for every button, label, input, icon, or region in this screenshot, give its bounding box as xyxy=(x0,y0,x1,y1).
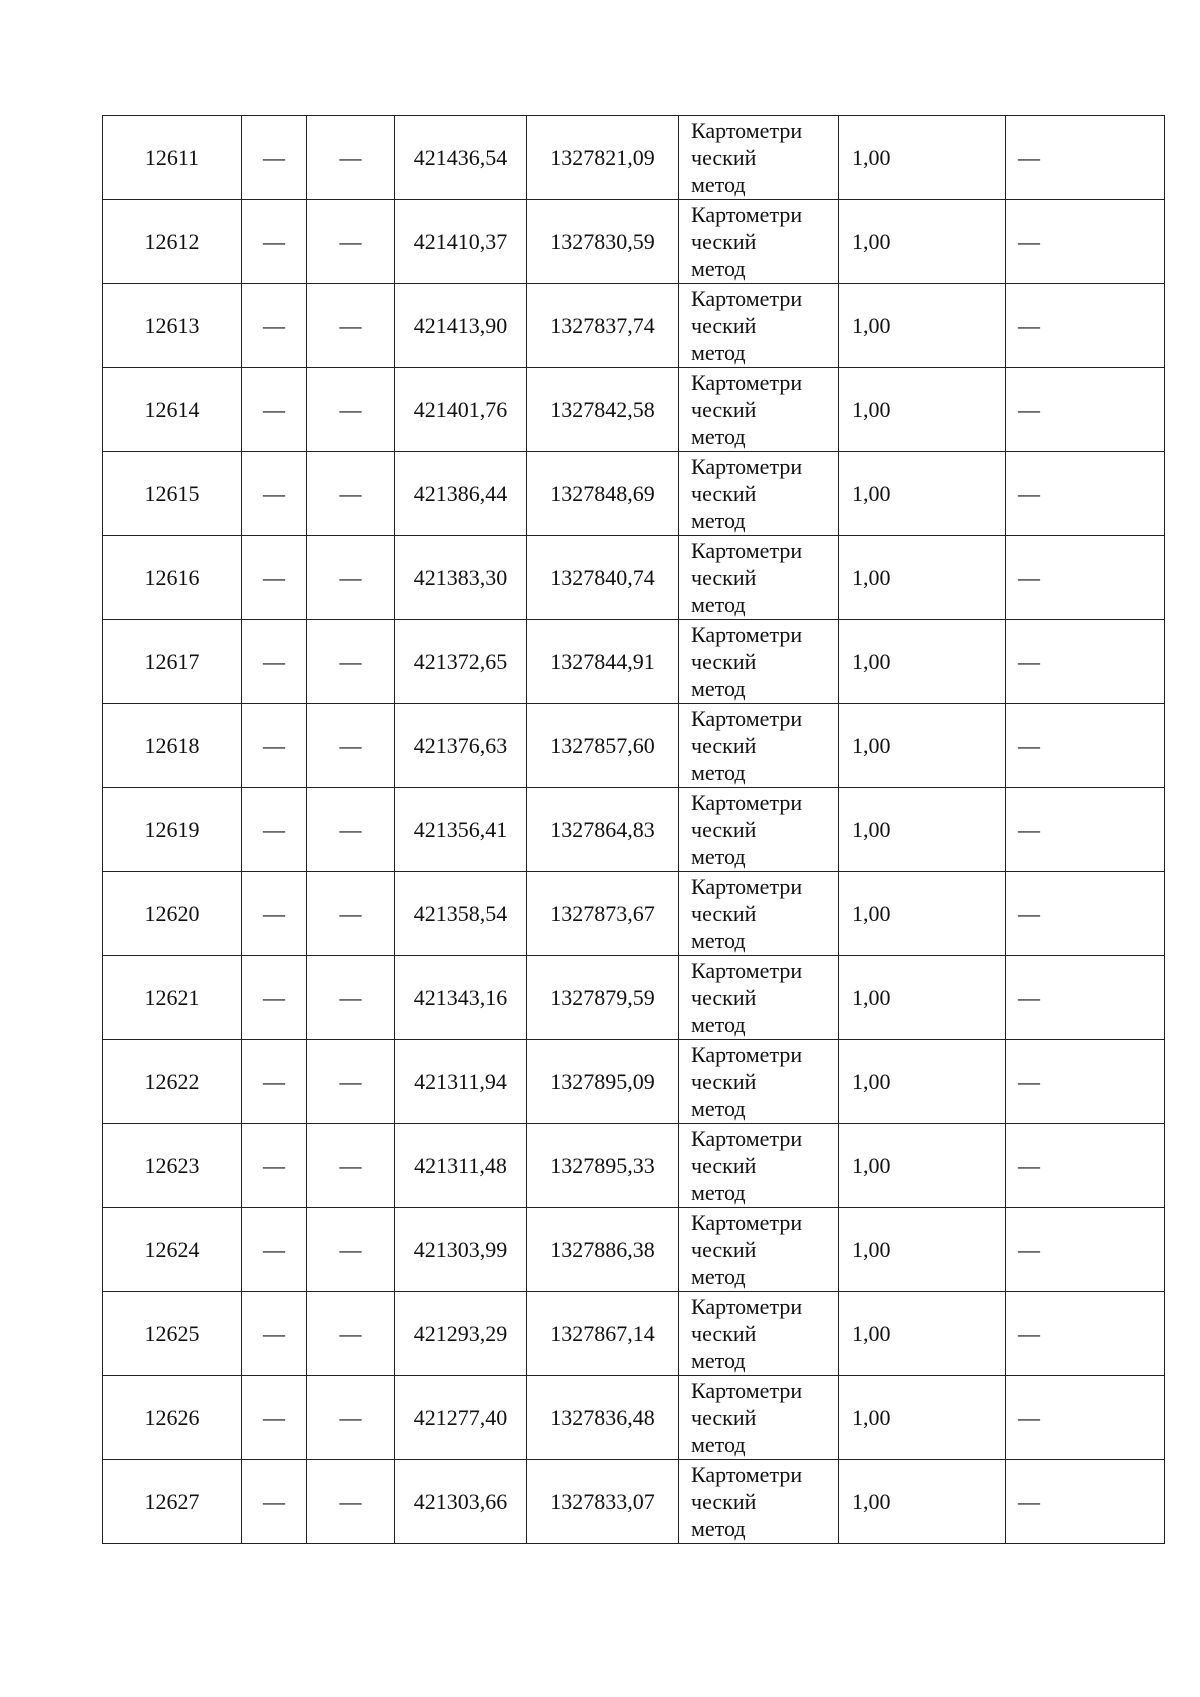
method-cell xyxy=(679,1292,839,1376)
table-row xyxy=(103,284,1165,368)
empty-dash-cell: — xyxy=(307,284,395,368)
method-text-line: ческий xyxy=(691,733,757,758)
accuracy-cell: 1,00 xyxy=(839,368,1006,452)
table-row xyxy=(103,1124,1165,1208)
empty-dash-cell: — xyxy=(307,956,395,1040)
description-dash-cell: — xyxy=(1006,1124,1165,1208)
method-text-line: ческий xyxy=(691,481,757,506)
description-dash-cell: — xyxy=(1006,620,1165,704)
method-text-line: метод xyxy=(691,256,746,281)
method-cell xyxy=(679,1460,839,1544)
method-text-line: метод xyxy=(691,1264,746,1289)
method-text-line: ческий xyxy=(691,397,757,422)
method-text-line: Картометри xyxy=(691,874,803,899)
x-coordinate-cell: 421303,66 xyxy=(395,1460,527,1544)
accuracy-cell: 1,00 xyxy=(839,284,1006,368)
method-text-line: метод xyxy=(691,508,746,533)
x-coordinate-cell: 421383,30 xyxy=(395,536,527,620)
table-row xyxy=(103,200,1165,284)
method-cell xyxy=(679,1040,839,1124)
method-text-line: ческий xyxy=(691,649,757,674)
empty-dash-cell: — xyxy=(242,452,307,536)
coordinates-table xyxy=(102,115,1165,1544)
method-text-line: Картометри xyxy=(691,1042,803,1067)
method-text-line: метод xyxy=(691,844,746,869)
x-coordinate-cell: 421293,29 xyxy=(395,1292,527,1376)
method-text-line: Картометри xyxy=(691,622,803,647)
method-text-line: метод xyxy=(691,1348,746,1373)
description-dash-cell: — xyxy=(1006,1376,1165,1460)
x-coordinate-cell: 421343,16 xyxy=(395,956,527,1040)
method-cell xyxy=(679,1124,839,1208)
x-coordinate-cell: 421401,76 xyxy=(395,368,527,452)
accuracy-cell: 1,00 xyxy=(839,200,1006,284)
accuracy-cell: 1,00 xyxy=(839,1292,1006,1376)
method-cell xyxy=(679,1208,839,1292)
method-cell xyxy=(679,956,839,1040)
accuracy-cell: 1,00 xyxy=(839,1460,1006,1544)
accuracy-cell: 1,00 xyxy=(839,1040,1006,1124)
description-dash-cell: — xyxy=(1006,368,1165,452)
method-text-line: Картометри xyxy=(691,202,803,227)
x-coordinate-cell: 421356,41 xyxy=(395,788,527,872)
method-text-line: метод xyxy=(691,424,746,449)
accuracy-cell: 1,00 xyxy=(839,452,1006,536)
accuracy-cell: 1,00 xyxy=(839,704,1006,788)
y-coordinate-cell: 1327844,91 xyxy=(527,620,679,704)
point-number-cell: 12622 xyxy=(103,1040,242,1124)
y-coordinate-cell: 1327886,38 xyxy=(527,1208,679,1292)
method-text-line: Картометри xyxy=(691,118,803,143)
description-dash-cell: — xyxy=(1006,452,1165,536)
point-number-cell: 12614 xyxy=(103,368,242,452)
method-text-line: ческий xyxy=(691,985,757,1010)
y-coordinate-cell: 1327867,14 xyxy=(527,1292,679,1376)
method-cell xyxy=(679,368,839,452)
method-cell xyxy=(679,1376,839,1460)
empty-dash-cell: — xyxy=(242,284,307,368)
table-row xyxy=(103,872,1165,956)
x-coordinate-cell: 421413,90 xyxy=(395,284,527,368)
description-dash-cell: — xyxy=(1006,116,1165,200)
empty-dash-cell: — xyxy=(307,452,395,536)
table-row xyxy=(103,620,1165,704)
method-text-line: ческий xyxy=(691,817,757,842)
empty-dash-cell: — xyxy=(307,200,395,284)
empty-dash-cell: — xyxy=(242,1208,307,1292)
empty-dash-cell: — xyxy=(307,620,395,704)
method-text-line: ческий xyxy=(691,229,757,254)
empty-dash-cell: — xyxy=(307,536,395,620)
method-text-line: метод xyxy=(691,592,746,617)
method-text-line: метод xyxy=(691,928,746,953)
point-number-cell: 12625 xyxy=(103,1292,242,1376)
empty-dash-cell: — xyxy=(242,704,307,788)
point-number-cell: 12613 xyxy=(103,284,242,368)
method-cell xyxy=(679,200,839,284)
method-text-line: метод xyxy=(691,172,746,197)
empty-dash-cell: — xyxy=(242,368,307,452)
accuracy-cell: 1,00 xyxy=(839,116,1006,200)
accuracy-cell: 1,00 xyxy=(839,620,1006,704)
method-text-line: метод xyxy=(691,760,746,785)
description-dash-cell: — xyxy=(1006,872,1165,956)
x-coordinate-cell: 421277,40 xyxy=(395,1376,527,1460)
empty-dash-cell: — xyxy=(242,620,307,704)
method-text-line: ческий xyxy=(691,1237,757,1262)
point-number-cell: 12617 xyxy=(103,620,242,704)
point-number-cell: 12624 xyxy=(103,1208,242,1292)
table-row xyxy=(103,536,1165,620)
method-text-line: метод xyxy=(691,1432,746,1457)
table-row xyxy=(103,1292,1165,1376)
accuracy-cell: 1,00 xyxy=(839,1208,1006,1292)
method-cell xyxy=(679,284,839,368)
method-text-line: ческий xyxy=(691,565,757,590)
description-dash-cell: — xyxy=(1006,284,1165,368)
accuracy-cell: 1,00 xyxy=(839,872,1006,956)
empty-dash-cell: — xyxy=(242,536,307,620)
method-cell xyxy=(679,116,839,200)
method-text-line: Картометри xyxy=(691,538,803,563)
x-coordinate-cell: 421311,48 xyxy=(395,1124,527,1208)
empty-dash-cell: — xyxy=(242,116,307,200)
method-text-line: ческий xyxy=(691,313,757,338)
table-row xyxy=(103,368,1165,452)
accuracy-cell: 1,00 xyxy=(839,788,1006,872)
y-coordinate-cell: 1327864,83 xyxy=(527,788,679,872)
method-text-line: ческий xyxy=(691,1321,757,1346)
accuracy-cell: 1,00 xyxy=(839,1376,1006,1460)
x-coordinate-cell: 421410,37 xyxy=(395,200,527,284)
empty-dash-cell: — xyxy=(242,1460,307,1544)
y-coordinate-cell: 1327836,48 xyxy=(527,1376,679,1460)
description-dash-cell: — xyxy=(1006,704,1165,788)
description-dash-cell: — xyxy=(1006,956,1165,1040)
y-coordinate-cell: 1327879,59 xyxy=(527,956,679,1040)
point-number-cell: 12616 xyxy=(103,536,242,620)
table-row xyxy=(103,1376,1165,1460)
empty-dash-cell: — xyxy=(307,1208,395,1292)
method-text-line: ческий xyxy=(691,1405,757,1430)
method-cell xyxy=(679,452,839,536)
description-dash-cell: — xyxy=(1006,536,1165,620)
method-text-line: Картометри xyxy=(691,1294,803,1319)
method-text-line: Картометри xyxy=(691,370,803,395)
empty-dash-cell: — xyxy=(307,1292,395,1376)
point-number-cell: 12626 xyxy=(103,1376,242,1460)
table-row xyxy=(103,452,1165,536)
description-dash-cell: — xyxy=(1006,788,1165,872)
table-row xyxy=(103,704,1165,788)
empty-dash-cell: — xyxy=(307,1040,395,1124)
method-text-line: Картометри xyxy=(691,1378,803,1403)
empty-dash-cell: — xyxy=(242,1376,307,1460)
point-number-cell: 12621 xyxy=(103,956,242,1040)
description-dash-cell: — xyxy=(1006,200,1165,284)
x-coordinate-cell: 421386,44 xyxy=(395,452,527,536)
empty-dash-cell: — xyxy=(307,368,395,452)
empty-dash-cell: — xyxy=(307,704,395,788)
y-coordinate-cell: 1327821,09 xyxy=(527,116,679,200)
method-cell xyxy=(679,788,839,872)
empty-dash-cell: — xyxy=(307,1376,395,1460)
method-text-line: ческий xyxy=(691,1153,757,1178)
x-coordinate-cell: 421372,65 xyxy=(395,620,527,704)
method-text-line: ческий xyxy=(691,1069,757,1094)
table-row xyxy=(103,1040,1165,1124)
y-coordinate-cell: 1327840,74 xyxy=(527,536,679,620)
point-number-cell: 12619 xyxy=(103,788,242,872)
method-text-line: Картометри xyxy=(691,454,803,479)
x-coordinate-cell: 421358,54 xyxy=(395,872,527,956)
method-cell xyxy=(679,704,839,788)
description-dash-cell: — xyxy=(1006,1208,1165,1292)
empty-dash-cell: — xyxy=(242,788,307,872)
table-row xyxy=(103,956,1165,1040)
x-coordinate-cell: 421303,99 xyxy=(395,1208,527,1292)
method-text-line: метод xyxy=(691,1516,746,1541)
method-text-line: метод xyxy=(691,1012,746,1037)
empty-dash-cell: — xyxy=(242,200,307,284)
description-dash-cell: — xyxy=(1006,1040,1165,1124)
x-coordinate-cell: 421376,63 xyxy=(395,704,527,788)
empty-dash-cell: — xyxy=(307,116,395,200)
point-number-cell: 12627 xyxy=(103,1460,242,1544)
description-dash-cell: — xyxy=(1006,1460,1165,1544)
point-number-cell: 12623 xyxy=(103,1124,242,1208)
empty-dash-cell: — xyxy=(307,1124,395,1208)
method-text-line: метод xyxy=(691,676,746,701)
description-dash-cell: — xyxy=(1006,1292,1165,1376)
method-text-line: ческий xyxy=(691,145,757,170)
empty-dash-cell: — xyxy=(307,872,395,956)
x-coordinate-cell: 421311,94 xyxy=(395,1040,527,1124)
y-coordinate-cell: 1327873,67 xyxy=(527,872,679,956)
method-text-line: Картометри xyxy=(691,286,803,311)
empty-dash-cell: — xyxy=(307,1460,395,1544)
table-body xyxy=(103,116,1165,1544)
y-coordinate-cell: 1327895,33 xyxy=(527,1124,679,1208)
accuracy-cell: 1,00 xyxy=(839,956,1006,1040)
method-text-line: Картометри xyxy=(691,1210,803,1235)
table-row xyxy=(103,1460,1165,1544)
y-coordinate-cell: 1327895,09 xyxy=(527,1040,679,1124)
empty-dash-cell: — xyxy=(242,1292,307,1376)
table-row xyxy=(103,116,1165,200)
y-coordinate-cell: 1327837,74 xyxy=(527,284,679,368)
empty-dash-cell: — xyxy=(242,1124,307,1208)
method-cell xyxy=(679,872,839,956)
x-coordinate-cell: 421436,54 xyxy=(395,116,527,200)
method-cell xyxy=(679,536,839,620)
y-coordinate-cell: 1327833,07 xyxy=(527,1460,679,1544)
method-cell xyxy=(679,620,839,704)
method-text-line: Картометри xyxy=(691,790,803,815)
point-number-cell: 12612 xyxy=(103,200,242,284)
method-text-line: ческий xyxy=(691,1489,757,1514)
empty-dash-cell: — xyxy=(242,1040,307,1124)
point-number-cell: 12620 xyxy=(103,872,242,956)
method-text-line: метод xyxy=(691,1180,746,1205)
table-row xyxy=(103,1208,1165,1292)
empty-dash-cell: — xyxy=(242,872,307,956)
point-number-cell: 12611 xyxy=(103,116,242,200)
point-number-cell: 12615 xyxy=(103,452,242,536)
point-number-cell: 12618 xyxy=(103,704,242,788)
y-coordinate-cell: 1327830,59 xyxy=(527,200,679,284)
accuracy-cell: 1,00 xyxy=(839,536,1006,620)
empty-dash-cell: — xyxy=(242,956,307,1040)
method-text-line: метод xyxy=(691,340,746,365)
method-text-line: Картометри xyxy=(691,706,803,731)
table-row xyxy=(103,788,1165,872)
accuracy-cell: 1,00 xyxy=(839,1124,1006,1208)
method-text-line: метод xyxy=(691,1096,746,1121)
method-text-line: Картометри xyxy=(691,1126,803,1151)
y-coordinate-cell: 1327842,58 xyxy=(527,368,679,452)
method-text-line: Картометри xyxy=(691,1462,803,1487)
y-coordinate-cell: 1327857,60 xyxy=(527,704,679,788)
method-text-line: ческий xyxy=(691,901,757,926)
y-coordinate-cell: 1327848,69 xyxy=(527,452,679,536)
method-text-line: Картометри xyxy=(691,958,803,983)
empty-dash-cell: — xyxy=(307,788,395,872)
